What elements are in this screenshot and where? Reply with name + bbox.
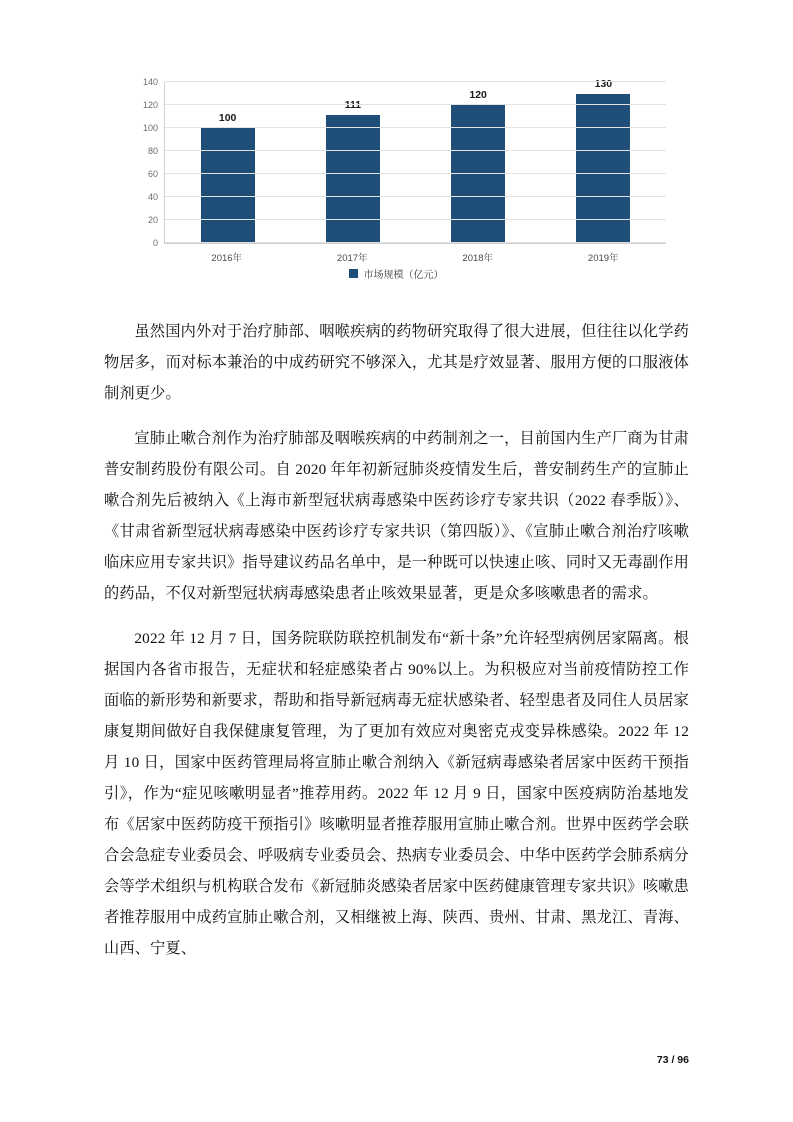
chart-y-tick-label: 40 (147, 192, 158, 202)
chart-bar-value-label: 130 (594, 77, 613, 90)
chart-plot-area (142, 77, 666, 248)
bar-chart (116, 60, 676, 310)
chart-x-tick-label: 2017年 (336, 253, 368, 264)
chart-y-tick-label: 100 (142, 123, 158, 133)
chart-gridline (147, 215, 666, 225)
chart-bar (451, 105, 505, 243)
paragraph-2: 宣肺止嗽合剂作为治疗肺部及咽喉疾病的中药制剂之一，目前国内生产厂商为甘肃普安制药股份有限公司。自 2020 年年初新冠肺炎疫情发生后，普安制药生产的宣肺止嗽合剂先后被纳入《上海市新型冠状病毒感染中医药诊疗专家共识（2022 春季版）》、《甘肃省新型冠状病毒感染中医药诊疗专家共识（第四版）》、《宣肺止嗽合剂治疗咳嗽临床应用专家共识》指导建议药品名单中，是一种既可以快速止咳、同时又无毒副作用的药品，不仅对新型冠状病毒感染患者止咳效果显著，更是众多咳嗽患者的需求。 (104, 430, 689, 602)
chart-bar (326, 115, 380, 243)
chart-legend (116, 266, 676, 281)
chart-x-axis (164, 248, 666, 266)
chart-x-tick-label: 2018年 (462, 253, 494, 264)
page-content (104, 60, 689, 978)
chart-gridline (147, 169, 666, 179)
chart-bar-value-label: 100 (218, 112, 237, 124)
chart-y-tick-label: 120 (142, 100, 158, 110)
chart-gridline (147, 192, 666, 202)
legend-color-swatch (349, 269, 358, 278)
chart-gridline (147, 146, 666, 156)
chart-y-tick-label: 60 (147, 169, 158, 179)
chart-bar (576, 94, 630, 243)
chart-bar (201, 128, 255, 243)
chart-gridline (142, 123, 666, 133)
paragraph-3: 2022 年 12 月 7 日，国务院联防联控机制发布“新十条”允许轻型病例居家隔离。根据国内各省市报告，无症状和轻症感染者占 90%以上。为积极应对当前疫情防控工作面临的新形势和新要求，帮助和指导新冠病毒无症状感染者、轻型患者及同住人员居家康复期间做好自我保健康复管理，为了更加有效应对奥密克戎变异株感染。2022 年 12 月 10 日，国家中医药管理局将宣肺止嗽合剂纳入《新冠病毒感染者居家中医药干预指引》，作为“症见咳嗽明显者”推荐用药。2022 年 12 月 9 日，国家中医疫病防治基地发布《居家中医药防疫干预指引》咳嗽明显者推荐服用宣肺止嗽合剂。世界中医药学会联合会急症专业委员会、呼吸病专业委员会、热病专业委员会、中华中医药学会肺系病分会等学术组织与机构联合发布《新冠肺炎感染者居家中医药健康管理专家共识》咳嗽患者推荐服用中成药宣肺止嗽合剂，又相继被上海、陕西、贵州、甘肃、黑龙江、青海、山西、宁夏、 (104, 630, 689, 957)
chart-gridline (152, 238, 666, 248)
chart-y-tick-label: 140 (142, 77, 158, 87)
page-number: 73 / 96 (656, 1054, 689, 1066)
chart-x-tick-label: 2016年 (211, 253, 243, 264)
chart-y-tick-label: 20 (147, 215, 158, 225)
chart-y-tick-label: 80 (147, 146, 158, 156)
chart-bar-value-label: 111 (344, 99, 362, 112)
legend-label: 市场规模（亿元） (363, 270, 444, 281)
chart-y-tick-label: 0 (152, 238, 158, 248)
paragraph-1: 虽然国内外对于治疗肺部、咽喉疾病的药物研究取得了很大进展，但往往以化学药物居多，而对标本兼治的中成药研究不够深入，尤其是疗效显著、服用方便的口服液体制剂更少。 (104, 323, 689, 402)
chart-frame (116, 60, 676, 272)
chart-bar-value-label: 120 (469, 89, 487, 101)
chart-x-tick-label: 2019年 (587, 253, 619, 264)
